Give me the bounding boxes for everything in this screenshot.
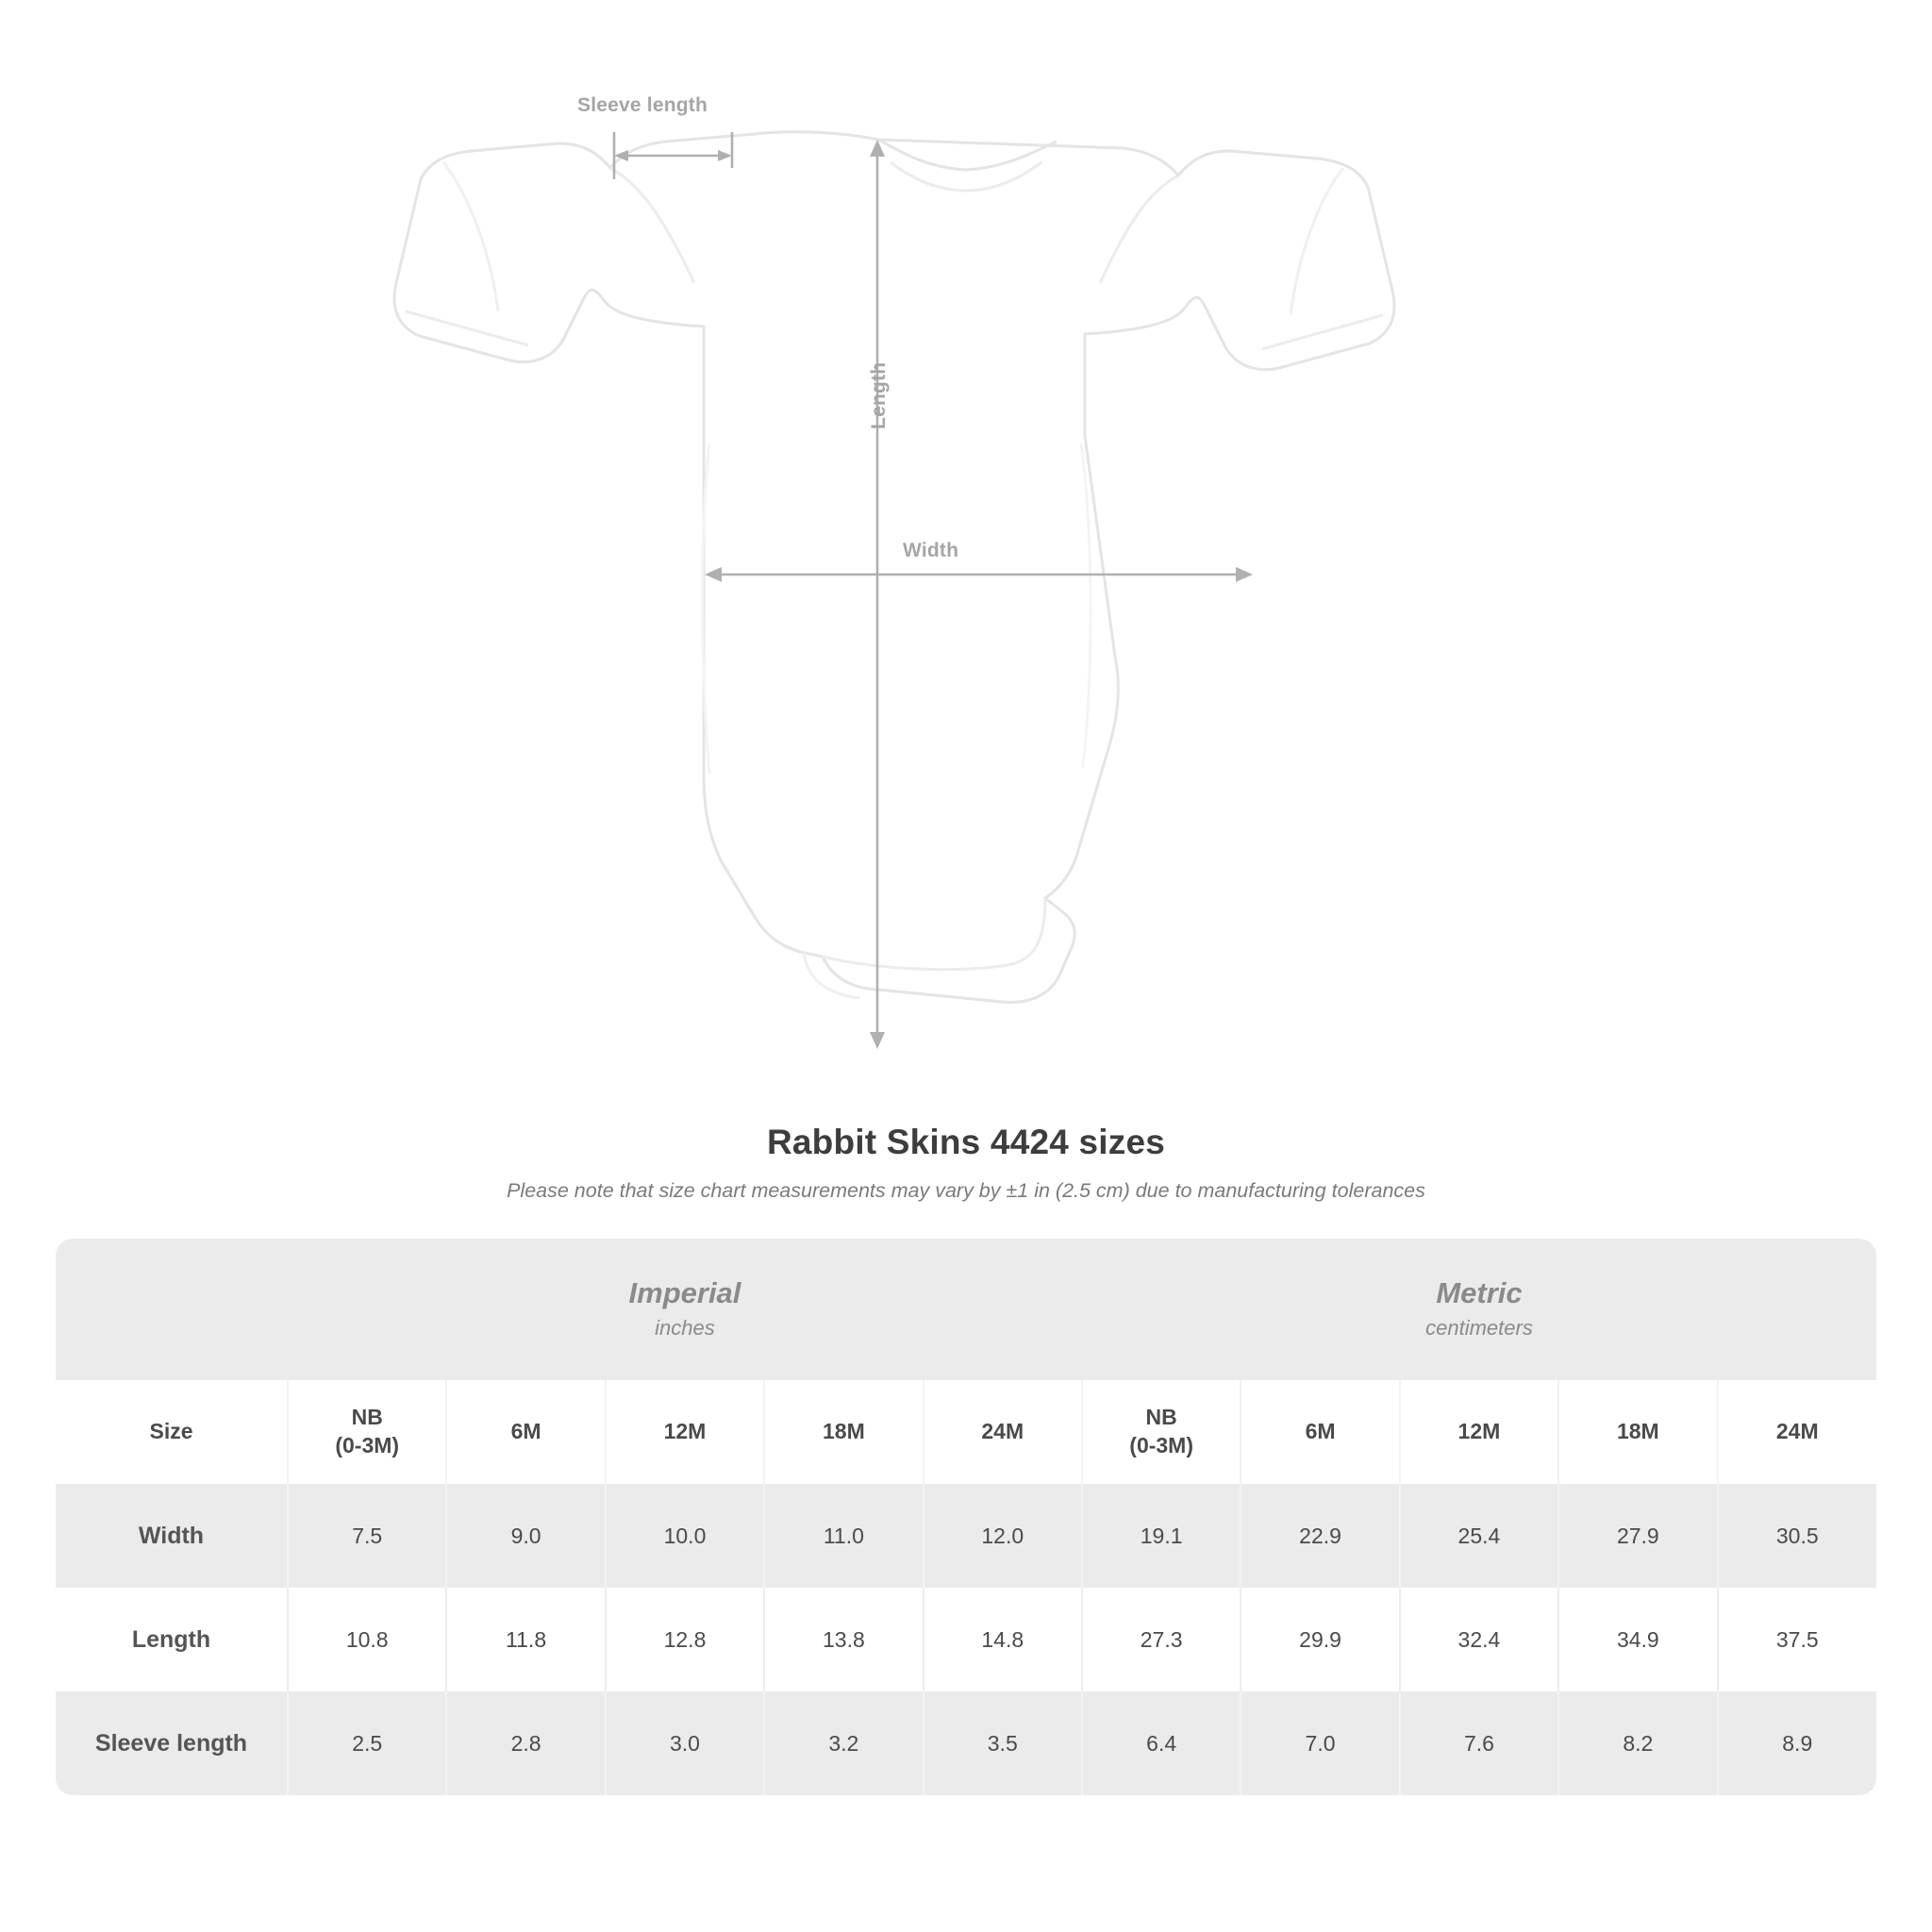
table-header-row [56,1380,1876,1484]
column-header-size: Size [56,1380,288,1484]
cell-length-imperial-nb: 10.8 [288,1588,446,1691]
tolerance-note: Please note that size chart measurements may vary by ±1 in (2.5 cm) due to manufacturing tolerances [507,1179,1425,1202]
column-header-line1: NB [1145,1405,1177,1430]
column-header-metric-nb [1082,1380,1241,1484]
column-header-imperial-nb [288,1380,446,1484]
bodysuit-shape [394,130,1394,1002]
cell-width-metric-12m: 25.4 [1400,1484,1558,1588]
unit-group-row [56,1239,1876,1380]
cell-width-imperial-18m: 11.0 [764,1484,923,1588]
unit-group-metric [1082,1239,1876,1380]
cell-width-imperial-24m: 12.0 [924,1484,1082,1588]
column-header-metric-24m: 24M [1718,1380,1876,1484]
cell-length-imperial-6m: 11.8 [446,1588,605,1691]
row-header-length: Length [56,1588,288,1691]
cell-sleeve-imperial-18m: 3.2 [764,1691,923,1795]
column-header-imperial-12m: 12M [606,1380,764,1484]
cell-sleeve-imperial-24m: 3.5 [924,1691,1082,1795]
column-header-metric-18m: 18M [1558,1380,1717,1484]
column-header-line2: (0-3M) [335,1433,400,1457]
row-header-width: Width [56,1484,288,1588]
cell-length-metric-12m: 32.4 [1400,1588,1558,1691]
cell-sleeve-imperial-12m: 3.0 [606,1691,764,1795]
column-header-imperial-6m: 6M [446,1380,605,1484]
cell-length-metric-6m: 29.9 [1241,1588,1399,1691]
cell-sleeve-metric-24m: 8.9 [1718,1691,1876,1795]
column-header-line2: (0-3M) [1129,1433,1194,1457]
unit-group-metric-name: Metric [1436,1276,1523,1310]
unit-group-metric-sub: centimeters [1425,1315,1533,1340]
cell-sleeve-metric-18m: 8.2 [1558,1691,1717,1795]
cell-sleeve-imperial-nb: 2.5 [288,1691,446,1795]
cell-sleeve-metric-12m: 7.6 [1400,1691,1558,1795]
cell-width-metric-24m: 30.5 [1718,1484,1876,1588]
size-table [56,1239,1876,1795]
unit-spacer-cell [56,1239,288,1380]
column-header-imperial-18m: 18M [764,1380,923,1484]
cell-sleeve-imperial-6m: 2.8 [446,1691,605,1795]
cell-length-metric-24m: 37.5 [1718,1588,1876,1691]
unit-group-imperial-name: Imperial [628,1276,741,1310]
row-header-sleeve-length: Sleeve length [56,1691,288,1795]
cell-width-metric-18m: 27.9 [1558,1484,1717,1588]
cell-length-imperial-18m: 13.8 [764,1588,923,1691]
page-title: Rabbit Skins 4424 sizes [766,1123,1166,1161]
cell-length-imperial-12m: 12.8 [606,1588,764,1691]
cell-width-imperial-6m: 9.0 [446,1484,605,1588]
width-label: Width [903,540,959,561]
unit-group-imperial [288,1239,1082,1380]
cell-width-metric-6m: 22.9 [1241,1484,1399,1588]
cell-length-metric-18m: 34.9 [1558,1588,1717,1691]
cell-width-metric-nb: 19.1 [1082,1484,1241,1588]
cell-length-imperial-24m: 14.8 [924,1588,1082,1691]
column-header-metric-6m: 6M [1241,1380,1399,1484]
column-header-imperial-24m: 24M [924,1380,1082,1484]
cell-length-metric-nb: 27.3 [1082,1588,1241,1691]
table-row [56,1484,1876,1588]
column-header-line1: NB [351,1405,383,1430]
title-block [0,1123,1932,1203]
cell-sleeve-metric-nb: 6.4 [1082,1691,1241,1795]
table-row [56,1588,1876,1691]
cell-width-imperial-12m: 10.0 [606,1484,764,1588]
length-label: Length [868,361,890,429]
table-row [56,1691,1876,1795]
sleeve-length-label: Sleeve length [577,94,708,116]
unit-group-imperial-sub: inches [655,1315,715,1340]
size-table-wrapper [56,1239,1876,1795]
cell-width-imperial-nb: 7.5 [288,1484,446,1588]
cell-sleeve-metric-6m: 7.0 [1241,1691,1399,1795]
column-header-metric-12m: 12M [1400,1380,1558,1484]
